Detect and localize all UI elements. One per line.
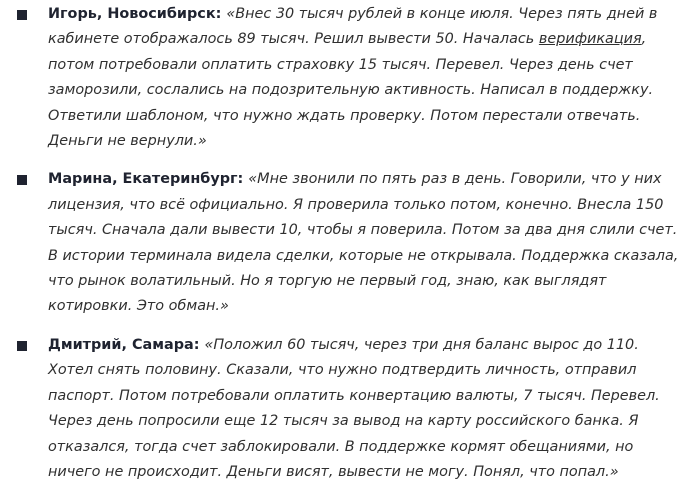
square-bullet-icon (17, 341, 27, 351)
review-author: Игорь, Новосибирск: (48, 6, 227, 22)
review-author: Дмитрий, Самара: (48, 336, 205, 353)
review-text-part: , потом потребовали оплатить страховку 15 тысяч. Перевел. Через день счет заморозили, сослались на подозрительную активность. Написал в поддержку. Ответили шаблоном, что нужно ждать проверку. Потом перестали отвечать. Деньги не вернули.» (48, 31, 654, 150)
verification-link[interactable]: верификация (538, 31, 642, 48)
square-bullet-icon (17, 10, 27, 20)
review-item (0, 167, 700, 319)
review-text-part: «Внес 30 тысяч рублей в конце июля. Через пять дней в кабинете отображалось 89 тысяч. Решил вывести 50. Началась (48, 6, 658, 48)
review-text: «Положил 60 тысяч, через три дня баланс вырос до 110. Хотел снять половину. Сказали, что нужно подтвердить личность, отправил паспорт. Потом потребовали оплатить конвертацию валюты, 7 тысяч. Перевел. Через день попросили еще 12 тысяч за вывод на карту российского банка. Я отказался, тогда счет заблокировали. В поддержке кормят обещаниями, но ничего не происходит. Деньги висят, вывести не могу. Понял, что попал.» (48, 336, 660, 480)
review-text (48, 6, 657, 149)
review-text: «Мне звонили по пять раз в день. Говорили, что у них лицензия, что всё официально. Я проверила только потом, конечно. Внесла 150 тысяч. Сначала дали вывести 10, чтобы я поверила. Потом за два дня слили счет. В истории терминала видела сделки, которые не открывала. Поддержка сказала, что рынок волатильный. Но я торгую не первый год, знаю, как выглядят котировки. Это обман.» (48, 171, 679, 315)
square-bullet-icon (17, 175, 27, 185)
review-author: Марина, Екатеринбург: (48, 171, 249, 188)
review-item (0, 2, 700, 154)
review-item (0, 333, 700, 485)
